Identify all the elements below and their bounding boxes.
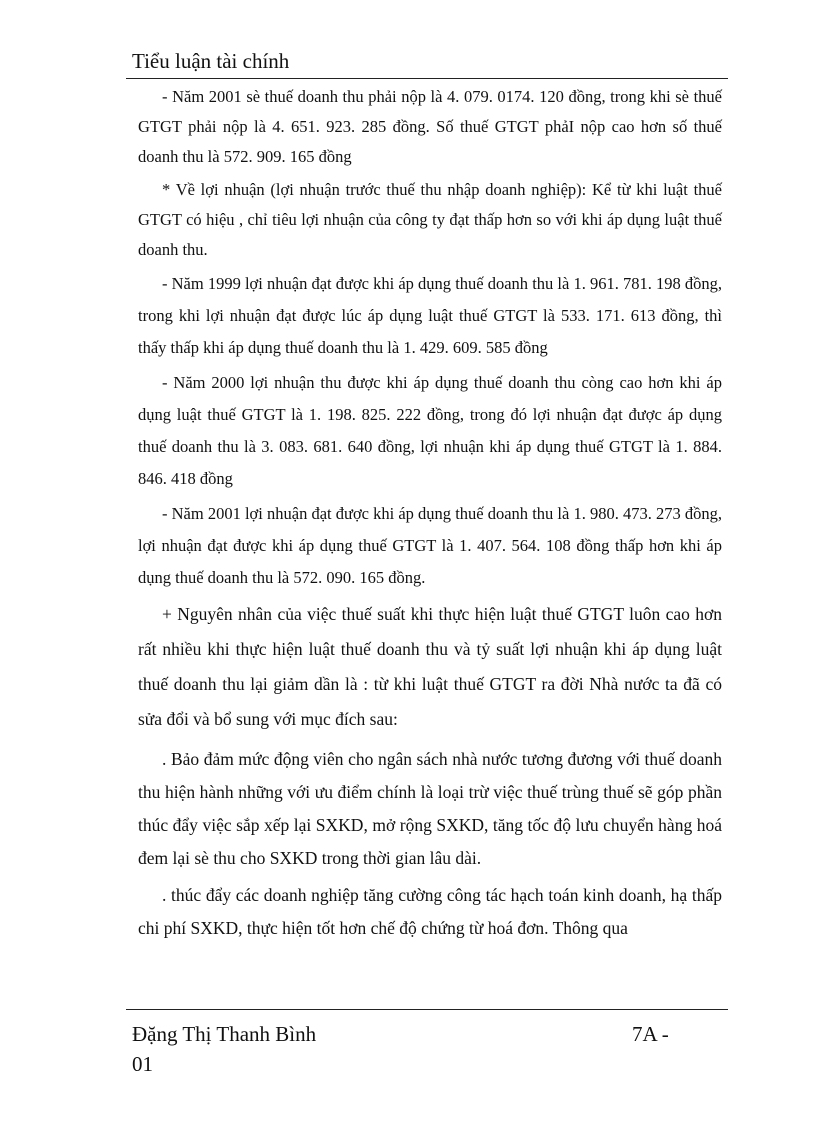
footer-author: Đặng Thị Thanh Bình 01 [132,1022,317,1076]
header-rule [126,78,728,79]
paragraph-profit-1999: - Năm 1999 lợi nhuận đạt được khi áp dụng thuế doanh thu là 1. 961. 781. 198 đồng, trong khi lợi nhuận đạt được lúc áp dụng luật thuế GTGT là 533. 171. 613 đồng, thì thấy thấp khi áp dụng thuế doanh thu là 1. 429. 609. 585 đồng [138,274,722,357]
paragraph-purpose-2: . thúc đẩy các doanh nghiệp tăng cường công tác hạch toán kinh doanh, hạ thấp chi phí SXKD, thực hiện tốt hơn chế độ chứng từ hoá đơn. Thông qua [138,885,722,938]
paragraph-tax-2001: - Năm 2001 sè thuế doanh thu phải nộp là 4. 079. 0174. 120 đồng, trong khi sè thuế GTGT phải nộp là 4. 651. 923. 285 đồng. Số thuế GTGT phảI nộp cao hơn số thuế doanh thu là 572. 909. 165 đồng [138,87,722,166]
paragraph-profit-2001: - Năm 2001 lợi nhuận đạt được khi áp dụng thuế doanh thu là 1. 980. 473. 273 đồng, lợi nhuận đạt được khi áp dụng thuế GTGT là 1. 407. 564. 108 đồng thấp hơn khi áp dụng thuế doanh thu là 572. 090. 165 đồng. [138,504,722,587]
document-body [138,82,722,949]
page-header-title: Tiểu luận tài chính [132,49,290,73]
footer-page-number: 7A - [632,1022,669,1046]
paragraph-purpose-1: . Bảo đảm mức động viên cho ngân sách nhà nước tương đương với thuế doanh thu hiện hành những với ưu điểm chính là loại trừ việc thuế trùng thuế sẽ góp phần thúc đẩy việc sắp xếp lại SXKD, mở rộng SXKD, tăng tốc độ lưu chuyển hàng hoá đem lại sè thu cho SXKD trong thời gian lâu dài. [138,749,722,868]
paragraph-cause: + Nguyên nhân của việc thuế suất khi thực hiện luật thuế GTGT luôn cao hơn rất nhiều khi thực hiện luật thuế doanh thu và tỷ suất lợi nhuận khi áp dụng luật thuế doanh thu lại giảm dần là : từ khi luật thuế GTGT ra đời Nhà nước ta đã có sửa đổi và bổ sung với mục đích sau: [138,604,722,729]
paragraph-profit-intro: * Về lợi nhuận (lợi nhuận trước thuế thu nhập doanh nghiệp): Kể từ khi luật thuế GTGT có hiệu , chỉ tiêu lợi nhuận của công ty đạt thấp hơn so với khi áp dụng luật thuế doanh thu. [138,180,722,259]
paragraph-profit-2000: - Năm 2000 lợi nhuận thu được khi áp dụng thuế doanh thu còng cao hơn khi áp dụng luật thuế GTGT là 1. 198. 825. 222 đồng, trong đó lợi nhuận đạt được áp dụng thuế doanh thu là 3. 083. 681. 640 đồng, lợi nhuận khi áp dụng thuế GTGT là 1. 884. 846. 418 đồng [138,373,722,488]
footer-rule [126,1009,728,1010]
